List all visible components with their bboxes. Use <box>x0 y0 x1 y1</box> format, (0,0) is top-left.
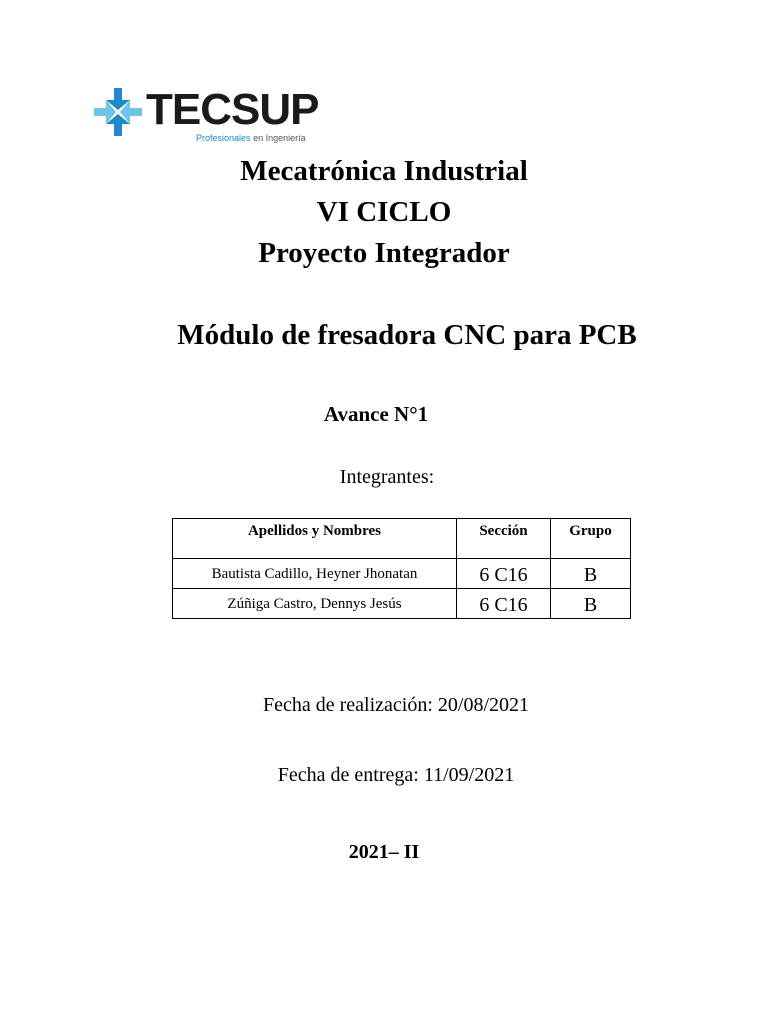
cycle-title: VI CICLO <box>316 196 452 228</box>
table-row <box>173 589 631 619</box>
career-title: Mecatrónica Industrial <box>240 155 528 187</box>
advance-label: Avance N°1 <box>323 402 429 426</box>
logo-tagline-part1: Profesionales <box>196 133 251 143</box>
academic-period: 2021– II <box>348 841 420 863</box>
member-name: Bautista Cadillo, Heyner Jhonatan <box>173 559 457 589</box>
members-label: Integrantes: <box>339 466 435 488</box>
table-header-row <box>173 519 631 559</box>
members-table <box>172 518 631 619</box>
tecsup-logo <box>92 85 319 146</box>
member-section: 6 C16 <box>457 589 551 619</box>
header-group-label: Grupo <box>569 523 612 539</box>
course-title: Proyecto Integrador <box>258 237 510 269</box>
logo-brand-text: TECSUP <box>146 85 319 134</box>
member-group: B <box>551 589 631 619</box>
member-group: B <box>551 559 631 589</box>
logo-tagline-part2: en Ingeniería <box>253 133 306 143</box>
member-name: Zúñiga Castro, Dennys Jesús <box>173 589 457 619</box>
header-name: Apellidos y Nombres <box>173 519 457 559</box>
project-title: Módulo de fresadora CNC para PCB <box>177 319 637 351</box>
realization-date: Fecha de realización: 20/08/2021 <box>262 694 529 716</box>
logo-tagline <box>196 133 306 143</box>
member-section: 6 C16 <box>457 559 551 589</box>
delivery-date: Fecha de entrega: 11/09/2021 <box>277 764 515 786</box>
header-section: Sección <box>457 519 551 559</box>
table-row <box>173 559 631 589</box>
tecsup-logo-mark-icon <box>92 86 144 138</box>
header-group <box>551 519 631 559</box>
